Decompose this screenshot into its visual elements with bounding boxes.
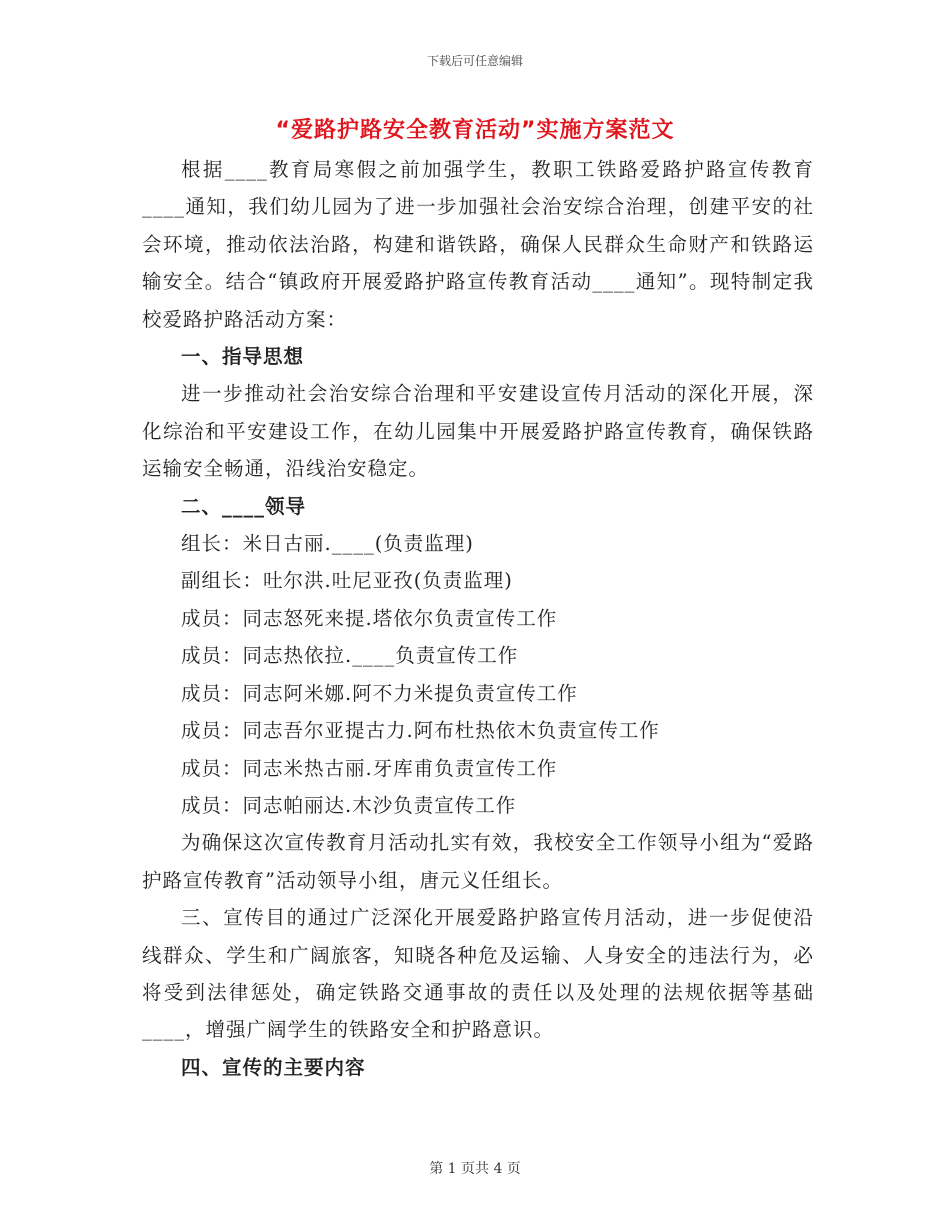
- document-title: “爱路护路安全教育活动”实施方案范文: [275, 118, 675, 143]
- body-paragraph: 副组长：吐尔洪.吐尼亚孜(负责监理): [181, 569, 513, 593]
- body-paragraph: 组长：米日古丽.____(负责监理): [181, 532, 474, 556]
- page-header: 下载后可任意编辑: [426, 54, 523, 68]
- body-paragraph: 成员：同志米热古丽.牙库甫负责宣传工作: [181, 756, 558, 780]
- body-paragraph: 进一步推动社会治安综合治理和平安建设宣传月活动的深化开展，深化综治和平安建设工作，在幼儿园集中开展爱路护路宣传教育，确保铁路运输安全畅通，沿线治安稳定。: [142, 382, 814, 481]
- body-paragraph: 成员：同志帕丽达.木沙负责宣传工作: [181, 793, 517, 817]
- section-heading: 四、宣传的主要内容: [181, 1055, 366, 1079]
- body-paragraph: 为确保这次宣传教育月活动扎实有效，我校安全工作领导小组为“爱路护路宣传教育”活动领导小组，唐元义任组长。: [142, 831, 814, 892]
- body-paragraph: 成员：同志热依拉.____负责宣传工作: [181, 644, 519, 668]
- body-paragraph: 成员：同志怒死来提.塔依尔负责宣传工作: [181, 606, 558, 630]
- body-paragraph: 三、宣传目的通过广泛深化开展爱路护路宣传月活动，进一步促使沿线群众、学生和广阔旅客，知晓各种危及运输、人身安全的违法行为，必将受到法律惩处，确定铁路交通事故的责任以及处理的法规依据等基础____，增强广阔学生的铁路安全和护路意识。: [142, 906, 814, 1042]
- page-footer: 第 1 页共 4 页: [429, 1161, 521, 1177]
- document-body: [142, 151, 814, 1086]
- body-paragraph: 成员：同志吾尔亚提古力.阿布杜热依木负责宣传工作: [181, 719, 660, 743]
- section-heading: 二、____领导: [181, 494, 307, 518]
- body-paragraph: 成员：同志阿米娜.阿不力米提负责宣传工作: [181, 681, 578, 705]
- body-paragraph: 根据____教育局寒假之前加强学生，教职工铁路爱路护路宣传教育____通知，我们幼儿园为了进一步加强社会治安综合治理，创建平安的社会环境，推动依法治路，构建和谐铁路，确保人民群众生命财产和铁路运输安全。结合“镇政府开展爱路护路宣传教育活动____通知”。现特制定我校爱路护路活动方案：: [142, 158, 814, 331]
- section-heading: 一、指导思想: [181, 345, 305, 369]
